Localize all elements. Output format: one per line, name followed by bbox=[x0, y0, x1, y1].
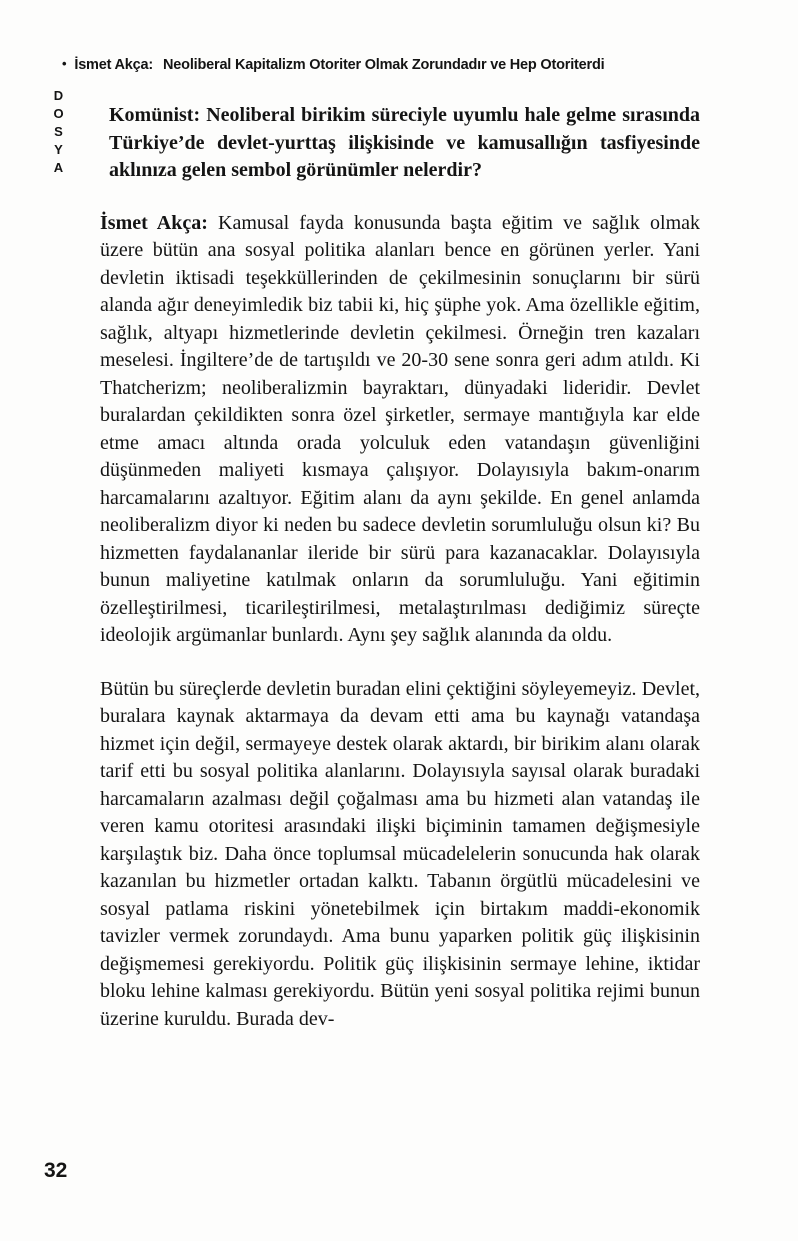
answer-paragraph-text: Bütün bu süreçlerde devletin buradan elini çektiğini söyleyemeyiz. Devlet, buralara kaynak aktarmaya da devam etti ama bu kaynağı vatandaşa hizmet için değil, sermayeye destek olarak aktardı, bir birikim alanı olarak tarif etti bu sosyal politika alanlarını. Dolayısıyla sayısal olarak buradaki harcamaların azalması değil çoğalması ama bu hizmeti alan vatandaş ile veren kamu otoritesi arasındaki ilişki biçiminin tamamen değişmesiyle karşılaştık biz. Daha önce toplumsal mücadelelerin sonucunda hak olarak kazanılan bu hizmetler ortadan kalktı. Tabanın örgütlü mücadelesini ve sosyal patlama riskini yönetebilmek için birtakım maddi-ekonomik tavizler vermek zorundaydı. Ama bunu yaparken politik güç ilişkisinin değişmemesi gerekiyordu. Politik güç ilişkisinin sermaye lehine, iktidar bloku lehine kalması gerekiyordu. Bütün yeni sosyal politika rejimi bunun üzerine kuruldu. Burada dev- bbox=[100, 677, 700, 1030]
header-title: Neoliberal Kapitalizm Otoriter Olmak Zorundadır ve Hep Otoriterdi bbox=[163, 57, 605, 73]
answer-paragraph bbox=[100, 210, 700, 650]
article-body bbox=[100, 102, 700, 1059]
answer-paragraph bbox=[100, 676, 700, 1034]
running-header bbox=[62, 57, 738, 73]
answer-paragraph-text: Kamusal fayda konusunda başta eğitim ve sağlık olmak üzere bütün ana sosyal politika alanları bence en görünen yerler. Yani devletin iktisadi teşekküllerinden de çekilmesinin sonuçlarını bir sürü alanda ağır deneyimledik biz tabii ki, hiç şüphe yok. Ama özellikle eğitim, sağlık, altyapı hizmetlerinde devletin çekilmesi. Örneğin tren kazaları meselesi. İngiltere’de de tartışıldı ve 20-30 sene sonra geri adım atıldı. Ki Thatcherizm; neoliberalizmin bayraktarı, dünyadaki lideridir. Devlet buralardan çekildikten sonra özel şirketler, sermaye mantığıyla kar elde etme amacı altında orada yolculuk eden vatandaşın güvenliğini düşünmeden maliyeti kısmaya çalışıyor. Dolayısıyla bakım-onarım harcamalarını azaltıyor. Eğitim alanı da aynı şekilde. En genel anlamda neoliberalizm diyor ki neden bu sadece devletin sorumluluğu olsun ki? Bu hizmetten faydalananlar ileride bir sürü para kazanacaklar. Dolayısıyla bunun maliyetine katılmak onların da sorumluluğu. Yani eğitimin özelleştirilmesi, ticarileştirilmesi, metalaştırılması dediğimiz süreçte ideolojik argümanlar bunlardı. Aynı şey sağlık alanında da oldu. bbox=[100, 211, 701, 646]
header-author: İsmet Akça: bbox=[74, 57, 154, 73]
question-text: Neoliberal birikim süreciyle uyumlu hale gelme sırasında Türkiye’de devlet-yurttaş ilişkisinde ve kamusallığın tasfiyesinde aklınıza gelen sembol görünümler nelerdir? bbox=[109, 104, 701, 181]
bullet-icon: • bbox=[62, 56, 67, 71]
answer-speaker-lead: İsmet Akça: bbox=[100, 211, 219, 234]
question-speaker-lead: Komünist: bbox=[109, 104, 207, 126]
page-number: 32 bbox=[44, 1159, 68, 1182]
interview-question bbox=[100, 102, 700, 185]
section-label-dosya: DOSYA bbox=[51, 88, 66, 178]
